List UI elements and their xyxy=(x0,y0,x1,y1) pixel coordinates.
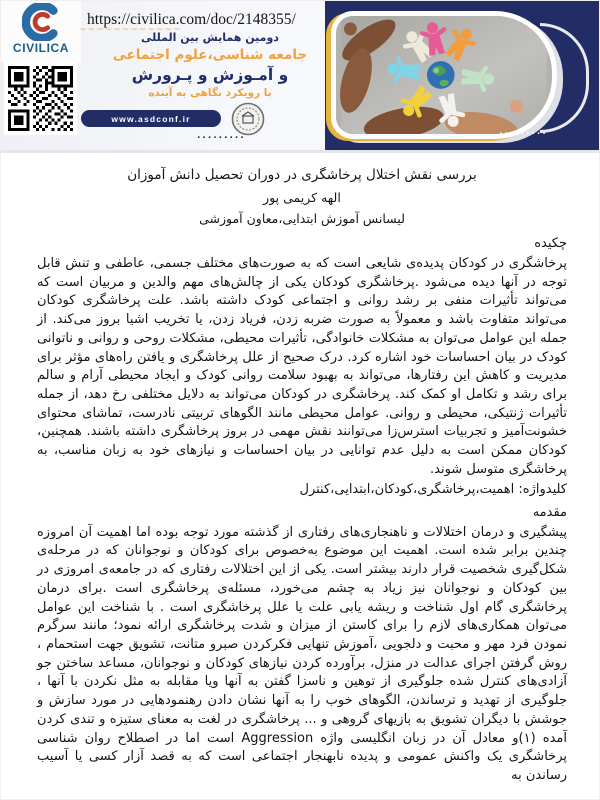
conference-website-label: www.asdconf.ir xyxy=(111,113,191,124)
paper-affiliation: لیسانس آموزش ابتدایی،معاون آموزشی xyxy=(199,211,405,226)
abstract-paragraph: پرخاشگری در کودکان پدیده‌ی شایعی است که به صورت‌های مختلف جسمی، عاطفی و تنش قابل توجه در آنها دیده می‌شود .پرخاشگری کودکان یکی از چالش‌های مهم والدین و مربیان است که می‌تواند تأثیرات منفی بر رشد روانی و اجتماعی کودک داشته باشد. علت پرخاشگری کودکان می‌تواند متفاوت باشد و معمولاً به صورت ضربه زدن، فریاد زدن، یا تخریب اشیا بروز می‌کند. از جمله این عوامل می‌توان به مشکلات خانوادگی، تأثیرات محیطی، مشکلات روحی و روانی و ناتوانی کودک در بیان احساسات خود اشاره کرد. درک صحیح از علل پرخاشگری و یافتن راه‌های مؤثر برای مدیریت و کاهش این رفتارها، می‌تواند به بهبود سلامت روانی کودک و ایجاد محیطی آرام و سالم برای رشد و تکامل او کمک کند. پرخاشگری در کودکان می‌تواند به دلایل مختلفی رخ دهد، از جمله تأثیرات ژنتیکی، محیطی و روانی. عوامل محیطی مانند الگوهای تربیتی نادرست، تماشای محتوای خشونت‌آمیز و تجربیات استرس‌زا می‌توانند نقش مهمی در بروز پرخاشگری داشته باشند. همچنین، کودکان ممکن است به دلیل عدم توانایی در بیان احساسات و نیازهای خود به زبان مناسب، به پرخاشگری متوسل شوند. xyxy=(37,256,567,477)
document-url[interactable]: https://civilica.com/doc/2148355/ xyxy=(87,11,296,28)
dots-ornament-left: ......... xyxy=(197,131,246,141)
conference-line3: و آمـوزش و پـرورش xyxy=(131,66,289,84)
qr-code xyxy=(4,62,77,135)
url-underline-decoration: ~~~~~~~~~~~~ xyxy=(79,25,182,35)
hands-paper-people-illustration xyxy=(336,16,552,134)
paper-content xyxy=(1,153,600,788)
conference-banner xyxy=(1,1,600,153)
civilica-logo xyxy=(1,1,81,62)
introduction-paragraph: پیشگیری و درمان اختلالات و ناهنجاری‌های رفتاری از گذشته مورد توجه بوده اما اهمیت آن امروزه چندین برابر شده است. اهمیت این موضوع به‌خصوص برای کودکان و نوجوانان که در مرحله‌ی شکل‌گیری شخصیت قرار دارند بیشتر است. یکی از این اختلالات رفتاری که در جامعه‌ی امروزی در بین کودکان و نوجوانان نیز زیاد به چشم می‌خورد، مسئله‌ی پرخاشگری است .برای درمان پرخاشگری گام اول شناخت و ریشه یابی علت یا علل پرخاشگری است . با شناخت این عوامل می‌توان همکاری‌های لازم را برای کاستن از میزان و شدت پرخاشگری ارائه نمود؛ مانند سرگرم نمودن فرد مهر و محبت و دلجویی ،آموزش تنهایی فکرکردن صبرو متانت، تشویق جهت استحمام ، روش گرفتن اجرای عدالت در منزل، برآورده کردن نیازهای کودکان و نوجوانان، مساعد ساختن جو آزادی‌های کنترل شده جلوگیری از توهین و ناسزا گفتن به آنها ویا مقابله به مثل نکردن با آنها ، جلوگیری از تهدید و ترساندن، الگوهای خوب را به آنها نشان دادن رهنمودهایی در مورد سازش و جوشش با دیگران تشویق به بازیهای گروهی و ... پرخاشگری در لغت به معنای ستیزه و تندی کردن آمده (۱)و معادل آن در زبان انگلیسی واژه Aggression است اما در اصطلاح روان شناسی پرخاشگری یک واکنش عمومی و پدیده نابهنجار اجتماعی است که به قصد آزار کسی یا آسیب رساندن به xyxy=(37,524,567,783)
conference-line4: با رویکرد نگاهی به آینده xyxy=(148,87,272,99)
keywords-line: کلیدواژه: اهمیت،پرخاشگری،کودکان،ابتدایی،کنترل xyxy=(299,481,567,497)
introduction-heading: مقدمه xyxy=(532,504,567,520)
civilica-logo-icon xyxy=(22,3,60,41)
title-block xyxy=(37,167,567,226)
abstract-heading: چکیده xyxy=(534,236,567,251)
conference-website-button[interactable] xyxy=(81,110,221,127)
paper-title: بررسی نقش اختلال پرخاشگری در دوران تحصیل دانش آموزان xyxy=(127,167,477,183)
civilica-logo-text: CIVILICA xyxy=(12,41,70,55)
banner-photo xyxy=(331,11,557,139)
conference-title-block xyxy=(81,31,339,99)
dots-ornament-right: ......... xyxy=(499,127,548,137)
conference-line1: دومین همایش بین المللی xyxy=(141,31,279,44)
banner-swoosh-decoration xyxy=(540,23,589,133)
paper-author: الهه کریمی پور xyxy=(263,190,341,205)
conference-line2: جامعه شناسی،علوم اجتماعی xyxy=(112,47,308,63)
